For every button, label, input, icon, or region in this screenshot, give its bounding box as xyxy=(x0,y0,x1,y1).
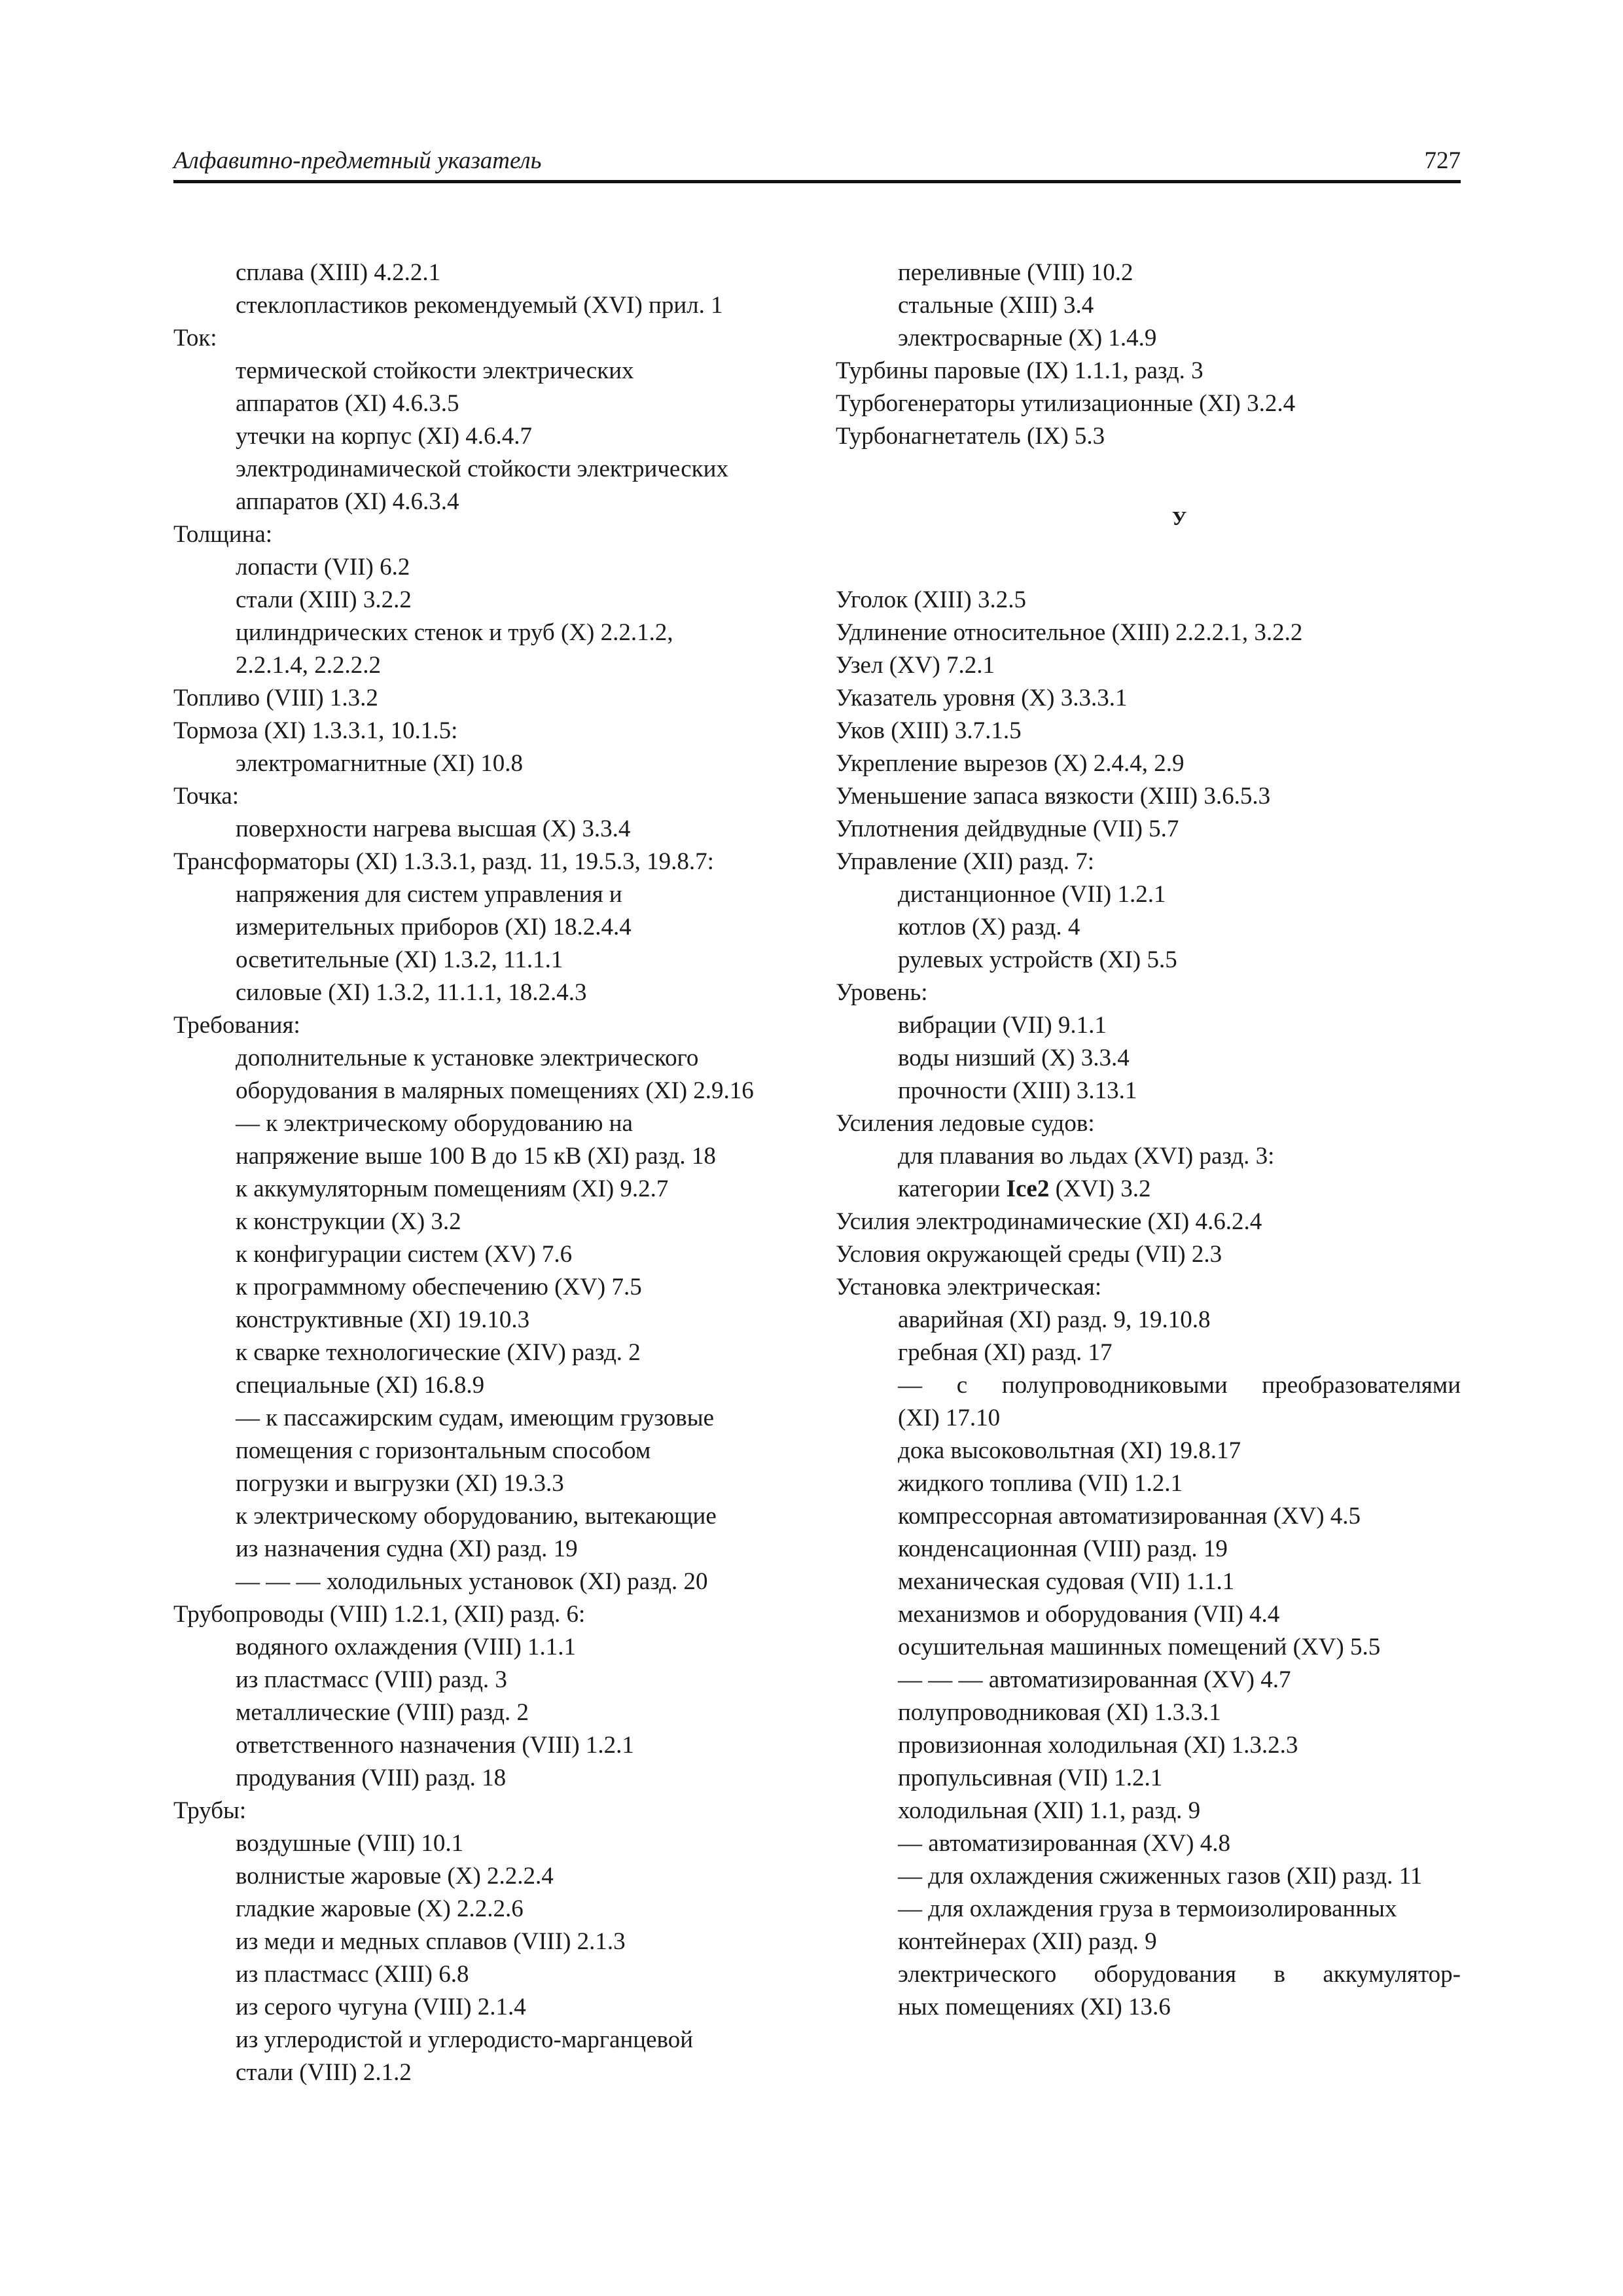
index-subentry: конструктивные (XI) 19.10.3 xyxy=(236,1306,530,1333)
index-subentry: из серого чугуна (VIII) 2.1.4 xyxy=(236,1994,526,2020)
index-subentry: полупроводниковая (XI) 1.3.3.1 xyxy=(898,1699,1221,1726)
index-subentry: помещения с горизонтальным способом xyxy=(236,1437,651,1464)
index-subentry: к сварке технологические (XIV) разд. 2 xyxy=(236,1339,641,1366)
index-subentry xyxy=(836,1173,1461,1206)
index-subentry: рулевых устройств (XI) 5.5 xyxy=(898,946,1177,973)
index-subentry: гребная (XI) разд. 17 xyxy=(898,1339,1113,1366)
index-subentry: водяного охлаждения (VIII) 1.1.1 xyxy=(236,1634,577,1660)
index-entry: Тормоза (XI) 1.3.3.1, 10.1.5: xyxy=(173,717,458,744)
index-subentry: пропульсивная (VII) 1.2.1 xyxy=(898,1765,1163,1791)
index-entry: Ток: xyxy=(173,325,217,351)
index-subentry: утечки на корпус (XI) 4.6.4.7 xyxy=(236,423,533,450)
index-subentry: — для охлаждения груза в термоизолированных xyxy=(898,1895,1397,1922)
index-entry: Усиления ледовые судов: xyxy=(836,1110,1095,1137)
index-subentry: к программному обеспечению (XV) 7.5 xyxy=(236,1274,642,1300)
index-subentry: механическая судовая (VII) 1.1.1 xyxy=(898,1568,1235,1595)
index-subentry: аппаратов (XI) 4.6.3.5 xyxy=(236,390,459,417)
index-column-right xyxy=(836,257,1461,2024)
index-subentry: аппаратов (XI) 4.6.3.4 xyxy=(236,488,459,515)
index-subentry: гладкие жаровые (X) 2.2.2.6 xyxy=(236,1895,524,1922)
page-number: 727 xyxy=(1424,147,1461,174)
index-subentry: к аккумуляторным помещениям (XI) 9.2.7 xyxy=(236,1175,669,1202)
index-subentry: механизмов и оборудования (VII) 4.4 xyxy=(898,1601,1280,1628)
index-subentry: конденсационная (VIII) разд. 19 xyxy=(898,1535,1228,1562)
index-subentry: — с полупроводниковыми преобразователями xyxy=(898,1372,1461,1399)
index-entry: Установка электрическая: xyxy=(836,1274,1102,1300)
index-subentry: продувания (VIII) разд. 18 xyxy=(236,1765,507,1791)
index-entry: Указатель уровня (X) 3.3.3.1 xyxy=(836,685,1128,711)
index-subentry: стали (VIII) 2.1.2 xyxy=(236,2059,412,2086)
entry-bold-text: Ice2 xyxy=(1006,1175,1050,1202)
index-subentry: из пластмасс (XIII) 6.8 xyxy=(236,1961,469,1988)
index-entry: Уменьшение запаса вязкости (XIII) 3.6.5.3 xyxy=(836,783,1271,810)
index-subentry: специальные (XI) 16.8.9 xyxy=(236,1372,485,1399)
index-entry: Точка: xyxy=(173,783,240,810)
index-subentry: ных помещениях (XI) 13.6 xyxy=(898,1994,1171,2020)
index-entry: Турбины паровые (IX) 1.1.1, разд. 3 xyxy=(836,357,1204,384)
header-title: Алфавитно-предметный указатель xyxy=(173,147,542,174)
index-subentry: металлические (VIII) разд. 2 xyxy=(236,1699,529,1726)
index-subentry: из пластмасс (VIII) разд. 3 xyxy=(236,1666,507,1693)
index-subentry: к электрическому оборудованию, вытекающие xyxy=(236,1503,717,1530)
index-subentry: (XI) 17.10 xyxy=(898,1405,1001,1431)
index-entry: Толщина: xyxy=(173,521,273,548)
index-subentry: лопасти (VII) 6.2 xyxy=(236,554,410,581)
index-subentry: из меди и медных сплавов (VIII) 2.1.3 xyxy=(236,1928,626,1955)
index-subentry: электрического оборудования в аккумулятор- xyxy=(898,1961,1461,1988)
index-entry: Узел (XV) 7.2.1 xyxy=(836,652,995,679)
index-subentry: силовые (XI) 1.3.2, 11.1.1, 18.2.4.3 xyxy=(236,979,587,1006)
index-subentry: для плавания во льдах (XVI) разд. 3: xyxy=(898,1143,1275,1170)
index-subentry: оборудования в малярных помещениях (XI) 2.9.16 xyxy=(236,1077,754,1104)
index-subentry: из углеродистой и углеродисто-марганцевой xyxy=(236,2026,694,2053)
index-entry: Удлинение относительное (XIII) 2.2.2.1, 3.2.2 xyxy=(836,619,1303,646)
index-subentry: волнистые жаровые (X) 2.2.2.4 xyxy=(236,1863,554,1890)
index-entry: Управление (XII) разд. 7: xyxy=(836,848,1095,875)
index-entry: Уровень: xyxy=(836,979,928,1006)
index-subentry: — — — холодильных установок (XI) разд. 20 xyxy=(236,1568,708,1595)
index-subentry: осветительные (XI) 1.3.2, 11.1.1 xyxy=(236,946,563,973)
index-entry: Уплотнения дейдвудные (VII) 5.7 xyxy=(836,816,1179,842)
entry-text: категории xyxy=(898,1175,1007,1202)
index-subentry: переливные (VIII) 10.2 xyxy=(898,259,1133,286)
index-subentry: термической стойкости электрических xyxy=(236,357,634,384)
index-subentry: дока высоковольтная (XI) 19.8.17 xyxy=(898,1437,1241,1464)
index-subentry: воздушные (VIII) 10.1 xyxy=(236,1830,464,1857)
index-subentry: сплава (XIII) 4.2.2.1 xyxy=(236,259,441,286)
index-entry: Турбогенераторы утилизационные (XI) 3.2.4 xyxy=(836,390,1296,417)
index-subentry: стали (XIII) 3.2.2 xyxy=(236,586,412,613)
index-subentry: контейнерах (XII) разд. 9 xyxy=(898,1928,1157,1955)
index-subentry: дополнительные к установке электрического xyxy=(236,1045,699,1071)
index-subentry: измерительных приборов (XI) 18.2.4.4 xyxy=(236,914,632,941)
index-subentry: цилиндрических стенок и труб (X) 2.2.1.2, xyxy=(236,619,673,646)
index-subentry: котлов (X) разд. 4 xyxy=(898,914,1080,941)
index-entry: Трансформаторы (XI) 1.3.3.1, разд. 11, 19.5.3, 19.8.7: xyxy=(173,848,714,875)
index-subentry: прочности (XIII) 3.13.1 xyxy=(898,1077,1137,1104)
index-entry: Укрепление вырезов (X) 2.4.4, 2.9 xyxy=(836,750,1185,777)
index-entry: Требования: xyxy=(173,1012,300,1039)
index-subentry: — к электрическому оборудованию на xyxy=(236,1110,633,1137)
index-column-left xyxy=(173,257,802,2089)
index-subentry: погрузки и выгрузки (XI) 19.3.3 xyxy=(236,1470,564,1497)
index-subentry: осушительная машинных помещений (XV) 5.5 xyxy=(898,1634,1381,1660)
index-entry: Условия окружающей среды (VII) 2.3 xyxy=(836,1241,1222,1268)
index-entry: Топливо (VIII) 1.3.2 xyxy=(173,685,378,711)
index-subentry: напряжения для систем управления и xyxy=(236,881,622,908)
index-subentry: жидкого топлива (VII) 1.2.1 xyxy=(898,1470,1183,1497)
index-subentry: стальные (XIII) 3.4 xyxy=(898,292,1094,319)
index-subentry: к конфигурации систем (XV) 7.6 xyxy=(236,1241,573,1268)
index-entry: Усилия электродинамические (XI) 4.6.2.4 xyxy=(836,1208,1262,1235)
index-subentry: напряжение выше 100 В до 15 кВ (XI) разд. 18 xyxy=(236,1143,716,1170)
index-subentry: — — — автоматизированная (XV) 4.7 xyxy=(898,1666,1291,1693)
entry-text: (XVI) 3.2 xyxy=(1049,1175,1151,1202)
index-subentry: холодильная (XII) 1.1, разд. 9 xyxy=(898,1797,1201,1824)
index-entry: Трубы: xyxy=(173,1797,247,1824)
index-subentry: — для охлаждения сжиженных газов (XII) разд. 11 xyxy=(898,1863,1423,1890)
spacer xyxy=(836,453,1461,486)
index-subentry: электродинамической стойкости электрических xyxy=(236,456,728,482)
index-subentry: провизионная холодильная (XI) 1.3.2.3 xyxy=(898,1732,1298,1759)
index-entry: Уков (XIII) 3.7.1.5 xyxy=(836,717,1022,744)
index-subentry: воды низший (X) 3.3.4 xyxy=(898,1045,1130,1071)
index-subentry: ответственного назначения (VIII) 1.2.1 xyxy=(236,1732,634,1759)
spacer xyxy=(836,551,1461,584)
index-subentry: компрессорная автоматизированная (XV) 4.5 xyxy=(898,1503,1361,1530)
index-subentry: — к пассажирским судам, имеющим грузовые xyxy=(236,1405,714,1431)
index-subentry: поверхности нагрева высшая (X) 3.3.4 xyxy=(236,816,631,842)
index-entry: Трубопроводы (VIII) 1.2.1, (XII) разд. 6: xyxy=(173,1601,586,1628)
index-subentry: 2.2.1.4, 2.2.2.2 xyxy=(236,652,381,679)
index-entry: Турбонагнетатель (IX) 5.3 xyxy=(836,423,1105,450)
index-subentry: вибрации (VII) 9.1.1 xyxy=(898,1012,1107,1039)
index-subentry: аварийная (XI) разд. 9, 19.10.8 xyxy=(898,1306,1211,1333)
index-subentry: электросварные (X) 1.4.9 xyxy=(898,325,1157,351)
index-entry: Уголок (XIII) 3.2.5 xyxy=(836,586,1026,613)
index-subentry: из назначения судна (XI) разд. 19 xyxy=(236,1535,578,1562)
index-subentry: стеклопластиков рекомендуемый (XVI) прил. 1 xyxy=(236,292,723,319)
section-letter: У xyxy=(1171,507,1187,529)
running-header xyxy=(173,141,1461,183)
index-subentry: дистанционное (VII) 1.2.1 xyxy=(898,881,1166,908)
index-subentry: электромагнитные (XI) 10.8 xyxy=(236,750,524,777)
index-subentry: — автоматизированная (XV) 4.8 xyxy=(898,1830,1230,1857)
index-subentry: к конструкции (X) 3.2 xyxy=(236,1208,461,1235)
